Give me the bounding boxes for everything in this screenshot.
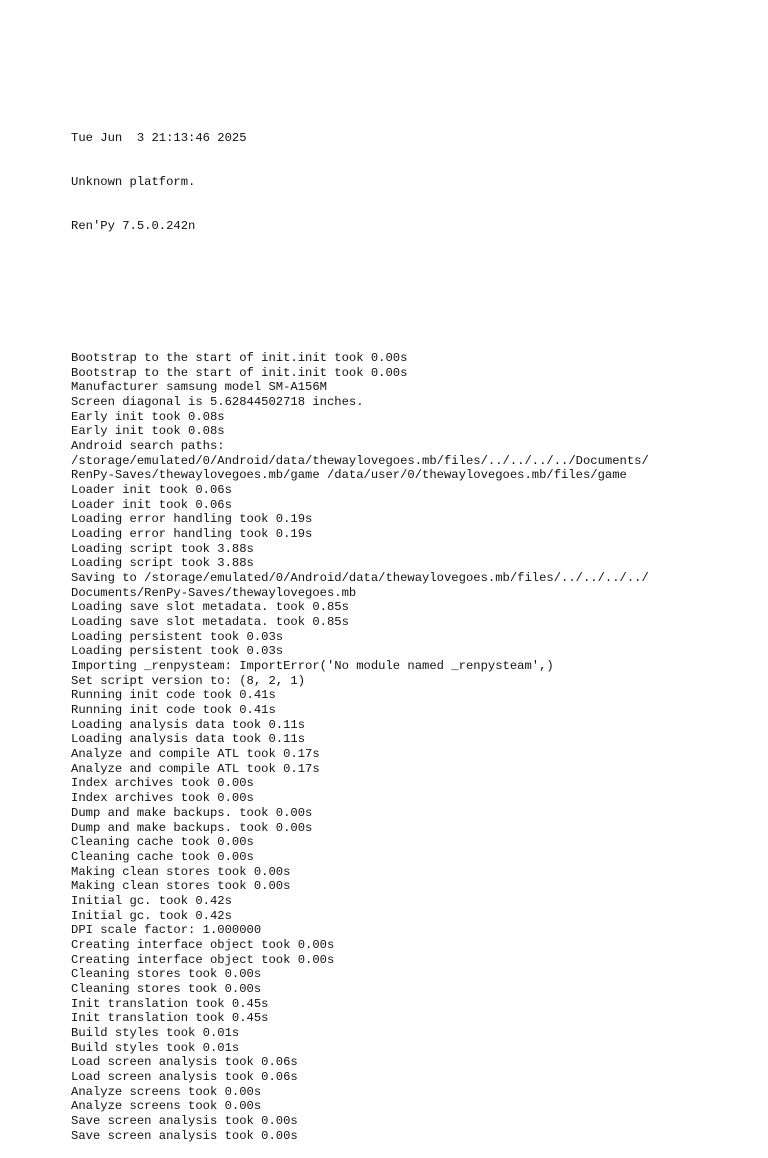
log-line: /storage/emulated/0/Android/data/thewaylovegoes.mb/files/../../../../Documents/ bbox=[71, 453, 649, 468]
log-line: Cleaning stores took 0.00s bbox=[71, 981, 262, 996]
log-line: Creating interface object took 0.00s bbox=[71, 937, 335, 952]
log-header bbox=[71, 101, 731, 263]
log-line: Loading script took 3.88s bbox=[71, 541, 254, 556]
log-line: Android search paths: bbox=[71, 439, 225, 454]
log-line: Loading script took 3.88s bbox=[71, 556, 254, 571]
log-line: Running init code took 0.41s bbox=[71, 688, 276, 703]
log-line: Cleaning cache took 0.00s bbox=[71, 835, 254, 850]
log-line: Build styles took 0.01s bbox=[71, 1025, 240, 1040]
log-line: Save screen analysis took 0.00s bbox=[71, 1128, 298, 1143]
log-line: Analyze and compile ATL took 0.17s bbox=[71, 761, 320, 776]
log-line: Analyze screens took 0.00s bbox=[71, 1099, 262, 1114]
log-line: Loading persistent took 0.03s bbox=[71, 629, 284, 644]
log-line: Loading analysis data took 0.11s bbox=[71, 717, 306, 732]
log-line: Cleaning stores took 0.00s bbox=[71, 967, 262, 982]
log-line: Loading error handling took 0.19s bbox=[71, 512, 313, 527]
log-line: Screen diagonal is 5.62844502718 inches. bbox=[71, 395, 364, 410]
version-line: Ren'Py 7.5.0.242n bbox=[71, 218, 196, 233]
log-body bbox=[71, 351, 731, 1143]
log-line: Init translation took 0.45s bbox=[71, 996, 269, 1011]
blank-gap bbox=[71, 292, 731, 321]
log-line: Load screen analysis took 0.06s bbox=[71, 1055, 298, 1070]
log-line: Manufacturer samsung model SM-A156M bbox=[71, 380, 327, 395]
log-line: Initial gc. took 0.42s bbox=[71, 893, 232, 908]
log-line: Save screen analysis took 0.00s bbox=[71, 1113, 298, 1128]
log-line: Init translation took 0.45s bbox=[71, 1011, 269, 1026]
log-line: Making clean stores took 0.00s bbox=[71, 864, 291, 879]
log-line: Early init took 0.08s bbox=[71, 424, 225, 439]
log-line: Creating interface object took 0.00s bbox=[71, 952, 335, 967]
log-line: Loader init took 0.06s bbox=[71, 497, 232, 512]
log-line: Running init code took 0.41s bbox=[71, 703, 276, 718]
log-line: Dump and make backups. took 0.00s bbox=[71, 805, 313, 820]
platform-line: Unknown platform. bbox=[71, 174, 196, 189]
timestamp-line: Tue Jun 3 21:13:46 2025 bbox=[71, 130, 247, 145]
log-line: Analyze and compile ATL took 0.17s bbox=[71, 747, 320, 762]
log-line: Cleaning cache took 0.00s bbox=[71, 849, 254, 864]
log-line: Build styles took 0.01s bbox=[71, 1040, 240, 1055]
log-document bbox=[71, 72, 731, 1158]
log-line: DPI scale factor: 1.000000 bbox=[71, 923, 262, 938]
log-line: Loading analysis data took 0.11s bbox=[71, 732, 306, 747]
log-line: Importing _renpysteam: ImportError('No module named _renpysteam',) bbox=[71, 659, 554, 674]
log-line: RenPy-Saves/thewaylovegoes.mb/game /data/user/0/thewaylovegoes.mb/files/game bbox=[71, 468, 627, 483]
log-line: Initial gc. took 0.42s bbox=[71, 908, 232, 923]
log-line: Making clean stores took 0.00s bbox=[71, 879, 291, 894]
log-line: Set script version to: (8, 2, 1) bbox=[71, 673, 306, 688]
log-line: Bootstrap to the start of init.init took 0.00s bbox=[71, 351, 408, 365]
log-line: Loading save slot metadata. took 0.85s bbox=[71, 615, 349, 630]
log-line: Loading error handling took 0.19s bbox=[71, 527, 313, 542]
log-line: Bootstrap to the start of init.init took 0.00s bbox=[71, 365, 408, 380]
log-line: Index archives took 0.00s bbox=[71, 776, 254, 791]
log-line: Load screen analysis took 0.06s bbox=[71, 1069, 298, 1084]
log-line: Loading save slot metadata. took 0.85s bbox=[71, 600, 349, 615]
log-line: Analyze screens took 0.00s bbox=[71, 1084, 262, 1099]
log-line: Early init took 0.08s bbox=[71, 409, 225, 424]
log-line: Loader init took 0.06s bbox=[71, 483, 232, 498]
log-line: Documents/RenPy-Saves/thewaylovegoes.mb bbox=[71, 585, 357, 600]
log-line: Index archives took 0.00s bbox=[71, 791, 254, 806]
log-line: Dump and make backups. took 0.00s bbox=[71, 820, 313, 835]
log-line: Loading persistent took 0.03s bbox=[71, 644, 284, 659]
log-line: Saving to /storage/emulated/0/Android/data/thewaylovegoes.mb/files/../../../../ bbox=[71, 571, 649, 586]
